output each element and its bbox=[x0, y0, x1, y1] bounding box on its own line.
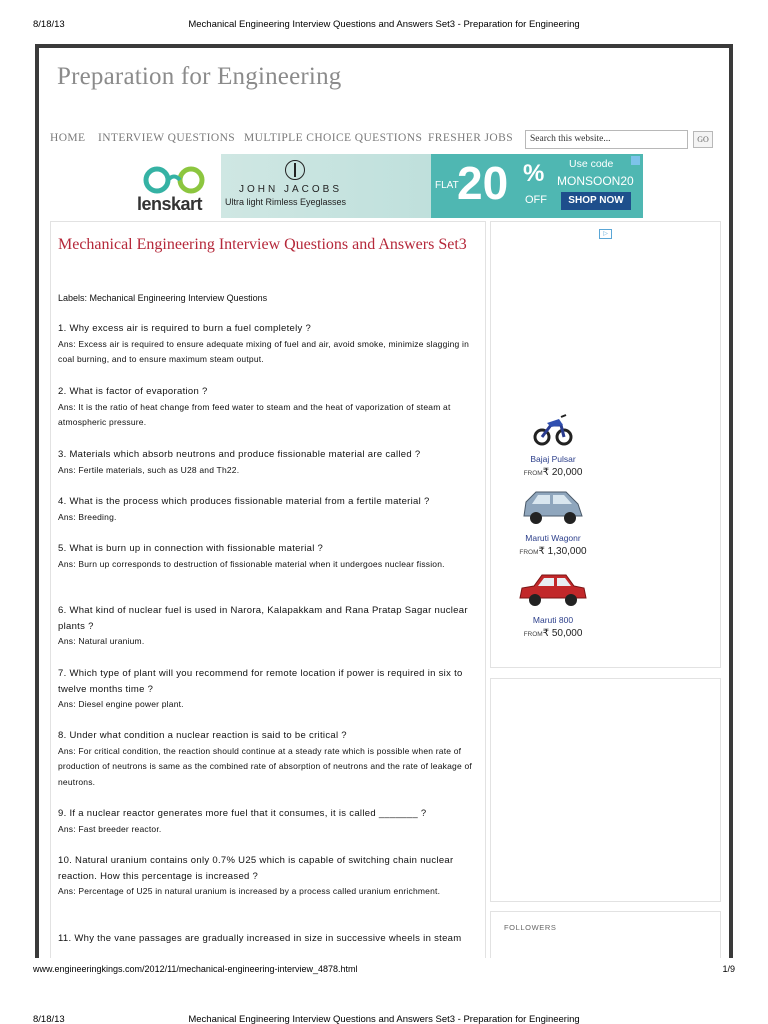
print-document-title-bottom: Mechanical Engineering Interview Questions and Answers Set3 - Preparation for Engineering bbox=[188, 1014, 580, 1024]
question: 7. Which type of plant will you recommend for remote location if power is required in six to twelve months time ? bbox=[58, 668, 463, 695]
print-date-bottom: 8/18/13 bbox=[33, 1014, 65, 1024]
labels-prefix: Labels: bbox=[58, 293, 88, 303]
qa-item bbox=[58, 321, 483, 368]
percent-sign: % bbox=[523, 160, 545, 187]
qa-item bbox=[58, 494, 483, 525]
ad-choices-icon[interactable] bbox=[631, 156, 640, 165]
discount-value: 20 bbox=[457, 157, 509, 209]
post-labels bbox=[58, 293, 267, 303]
page-number: 1/9 bbox=[722, 964, 735, 974]
qa-item bbox=[58, 728, 483, 790]
print-document-title: Mechanical Engineering Interview Questions and Answers Set3 - Preparation for Engineering bbox=[188, 19, 580, 30]
vehicle-price: FROM₹ 50,000 bbox=[523, 628, 583, 639]
question: 6. What kind of nuclear fuel is used in Narora, Kalapakkam and Rana Pratap Sagar nuclear plants ? bbox=[58, 605, 468, 632]
search-input[interactable]: Search this website... bbox=[525, 130, 688, 149]
qa-item bbox=[58, 806, 483, 837]
print-header bbox=[0, 0, 768, 40]
qa-item bbox=[58, 384, 483, 431]
sidebar-widget-box bbox=[490, 678, 721, 902]
label-link[interactable]: Mechanical Engineering Interview Questions bbox=[89, 293, 268, 303]
print-date: 8/18/13 bbox=[33, 19, 65, 30]
vehicle-ad-maruti-wagonr[interactable] bbox=[503, 488, 603, 557]
qa-item bbox=[58, 447, 483, 478]
question: 10. Natural uranium contains only 0.7% U25 which is capable of switching chain nuclear reaction. How this percentage is increased ? bbox=[58, 855, 454, 882]
question: 8. Under what condition a nuclear reaction is said to be critical ? bbox=[58, 730, 347, 741]
car-icon bbox=[520, 488, 586, 528]
lenskart-logo bbox=[125, 154, 221, 218]
vehicle-price: FROM₹ 1,30,000 bbox=[519, 546, 587, 557]
followers-label: FOLLOWERS bbox=[504, 923, 557, 932]
john-jacobs-panel bbox=[221, 154, 431, 218]
qa-item bbox=[58, 603, 483, 650]
nav-item-multiple-choice-questions[interactable]: MULTIPLE CHOICE QUESTIONS bbox=[244, 132, 423, 144]
question: 3. Materials which absorb neutrons and produce fissionable material are called ? bbox=[58, 449, 421, 460]
flat-text: FLAT bbox=[435, 180, 459, 191]
vehicle-ad-maruti-800[interactable] bbox=[503, 570, 603, 639]
use-code-text: Use code bbox=[569, 158, 614, 170]
followers-widget bbox=[490, 911, 721, 958]
car-icon bbox=[518, 570, 588, 610]
qa-item bbox=[58, 666, 483, 713]
answer: Ans: Breeding. bbox=[58, 511, 117, 522]
nav-item-home[interactable]: HOME bbox=[50, 132, 86, 144]
answer: Ans: Natural uranium. bbox=[58, 636, 145, 646]
nav-item-fresher-jobs[interactable]: FRESHER JOBS bbox=[428, 132, 514, 144]
answer: Ans: For critical condition, the reaction should continue at a steady rate which is possible when rate of production of neutrons is same as the combined rate of absorption of neutrons and the rate of leakage of neutrons. bbox=[58, 745, 472, 787]
browser-frame bbox=[35, 44, 733, 958]
web-page bbox=[39, 48, 729, 958]
question: 9. If a nuclear reactor generates more fuel that it consumes, it is called _______ ? bbox=[58, 808, 427, 819]
vehicle-ad-bajaj-pulsar[interactable] bbox=[503, 405, 603, 478]
answer: Ans: It is the ratio of heat change from feed water to steam and the heat of vaporization of steam at atmospheric pressure. bbox=[58, 401, 451, 427]
page-url: www.engineeringkings.com/2012/11/mechanical-engineering-interview_4878.html bbox=[33, 964, 358, 974]
qa-item bbox=[58, 931, 483, 947]
john-jacobs-name: JOHN JACOBS bbox=[239, 184, 343, 195]
question: 5. What is burn up in connection with fissionable material ? bbox=[58, 543, 324, 554]
lenskart-brand-text: lenskart bbox=[137, 194, 203, 214]
question: 1. Why excess air is required to burn a fuel completely ? bbox=[58, 323, 312, 334]
answer: Ans: Fast breeder reactor. bbox=[58, 823, 162, 834]
answer: Ans: Excess air is required to ensure adequate mixing of fuel and air, avoid smoke, minimize slagging in coal burning, and to ensure maximum steam output. bbox=[58, 338, 470, 364]
vehicle-price: FROM₹ 20,000 bbox=[523, 467, 583, 478]
print-footer bbox=[0, 960, 768, 1024]
john-jacobs-logo-icon bbox=[285, 160, 305, 180]
vehicle-name: Maruti 800 bbox=[532, 615, 574, 625]
eyeglasses-tagline: Ultra light Rimless Eyeglasses bbox=[225, 197, 347, 207]
answer: Ans: Burn up corresponds to destruction of fissionable material when it undergoes nuclear fission. bbox=[58, 558, 445, 569]
ad-choices-icon[interactable]: ▷ bbox=[599, 229, 612, 239]
glasses-logo-icon bbox=[141, 165, 209, 195]
lenskart-ad-banner[interactable] bbox=[125, 154, 643, 218]
answer: Ans: Percentage of U25 in natural uranium is increased by a process called uranium enrichment. bbox=[58, 886, 441, 896]
go-button[interactable]: GO bbox=[693, 131, 713, 148]
qa-item bbox=[58, 541, 483, 572]
answer: Ans: Fertile materials, such as U28 and Th22. bbox=[58, 464, 240, 475]
vehicle-name: Maruti Wagonr bbox=[525, 533, 581, 543]
post-title[interactable]: Mechanical Engineering Interview Questions and Answers Set3 bbox=[58, 236, 467, 253]
answer: Ans: Diesel engine power plant. bbox=[58, 699, 184, 709]
question: 2. What is factor of evaporation ? bbox=[58, 386, 208, 397]
question: 11. Why the vane passages are gradually increased in size in successive wheels in steam bbox=[58, 933, 462, 944]
shop-now-button[interactable]: SHOP NOW bbox=[561, 192, 631, 210]
vehicle-name: Bajaj Pulsar bbox=[530, 454, 576, 464]
qa-item bbox=[58, 853, 483, 900]
nav-item-interview-questions[interactable]: INTERVIEW QUESTIONS bbox=[98, 132, 236, 144]
discount-panel bbox=[431, 154, 643, 218]
off-text: OFF bbox=[525, 194, 547, 206]
promo-code: MONSOON20 bbox=[557, 174, 634, 188]
question: 4. What is the process which produces fissionable material from a fertile material ? bbox=[58, 496, 430, 507]
site-title[interactable]: Preparation for Engineering bbox=[57, 63, 342, 90]
motorcycle-icon bbox=[533, 405, 573, 449]
